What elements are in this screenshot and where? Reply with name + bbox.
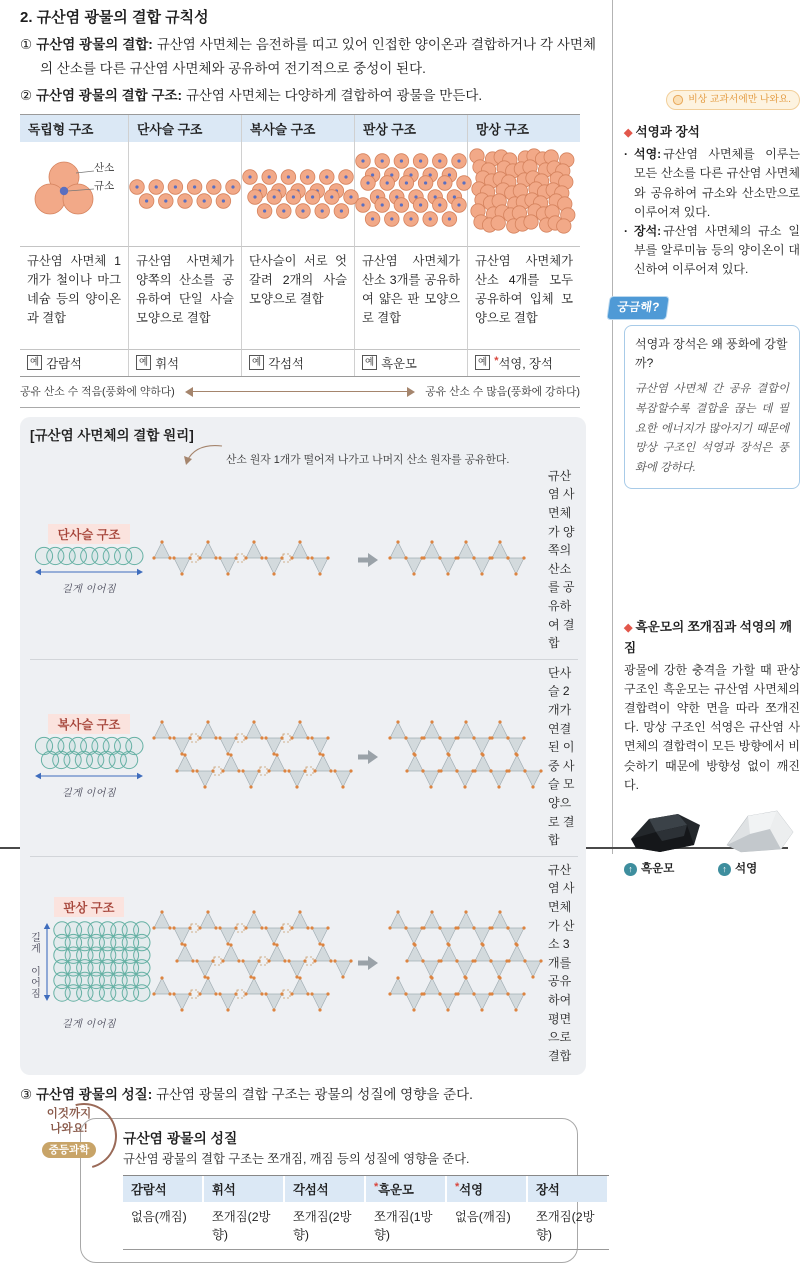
- cleavage-value: 없음(깨짐): [131, 1209, 187, 1224]
- also-appears-badge: 이것까지 나와요! 중등과학: [25, 1107, 113, 1159]
- axis-left-label: 공유 산소 수 적음(풍화에 약하다): [20, 385, 175, 398]
- textbook-icon: [672, 94, 684, 106]
- example-badge: 예: [27, 355, 42, 370]
- example-badge: 예: [249, 355, 264, 370]
- cleavage-value: 쪼개짐(1방향): [374, 1209, 433, 1242]
- example-row: 예 *석영, 장석: [468, 349, 580, 376]
- mineral-header: 각섬석: [285, 1176, 366, 1202]
- mineral-header: *석영: [447, 1176, 528, 1202]
- paragraph-bonding-structure: ② 규산염 광물의 결합 구조: 규산염 사면체는 다양하게 결합하여 광물을 만든다.: [20, 87, 483, 103]
- feldspar-note: · 장석: 규산염 사면체의 규소 일부를 알루미늄 등의 양이온이 대신하여 이루어져 있다.: [624, 224, 800, 277]
- tetrahedra-after-icon: [388, 721, 540, 793]
- length-label-vertical: 길게 이어짐: [28, 932, 40, 1000]
- double-chain-rings-icon: [33, 736, 145, 782]
- tetrahedra-before-icon: [152, 911, 350, 1015]
- biotite-photo: ↑ 흑운모: [624, 805, 706, 878]
- column-header: 단사슬 구조: [129, 115, 242, 142]
- structure-tag: 단사슬 구조: [48, 524, 131, 544]
- shared-oxygen-axis: [20, 377, 580, 408]
- double-chain-icon: [242, 151, 354, 237]
- network-structure-icon: [468, 148, 580, 240]
- mineral-header: *흑운모: [366, 1176, 447, 1202]
- properties-title: 규산염 광물의 성질: [123, 1130, 238, 1146]
- tetrahedra-before-icon: [152, 541, 350, 579]
- cleavage-table: [123, 1175, 609, 1250]
- cleavage-value: 쪼개짐(2방향): [536, 1209, 595, 1242]
- sheet-structure-diagram: [355, 142, 468, 246]
- biotite-image: [624, 805, 706, 857]
- structure-table: [20, 114, 580, 377]
- sheet-rings-icon: [42, 919, 152, 1013]
- principle-row-double-chain: [30, 659, 578, 856]
- example-row: 예 감람석: [20, 349, 129, 376]
- example-badge: 예: [362, 355, 377, 370]
- principle-desc: 규산염 사면체가 산소 3개를 공유하여 평면으로 결합: [548, 862, 575, 1063]
- quartz-image: [718, 805, 800, 857]
- paragraph-properties: ③ 규산염 광물의 성질: 규산염 광물의 결합 구조는 광물의 성질에 영향을 준다.: [20, 1087, 473, 1103]
- star-icon: *: [494, 354, 499, 367]
- cleavage-value: 쪼개짐(2방향): [293, 1209, 352, 1242]
- example-row: 예 흑운모: [355, 349, 468, 376]
- structure-desc: 규산염 사면체가 산소 3개를 공유하여 얇은 판 모양으로 결합: [355, 246, 468, 349]
- mineral-header: 감람석: [123, 1176, 204, 1202]
- structure-desc: 단사슬이 서로 엇갈려 2개의 사슬 모양으로 결합: [242, 246, 355, 349]
- principle-row-single-chain: [30, 467, 578, 659]
- axis-right-label: 공유 산소 수 많음(풍화에 강하다): [425, 385, 580, 398]
- diamond-icon: ◆: [624, 621, 633, 634]
- textbook-only-pill: 비상 교과서에만 나와요.: [666, 90, 800, 110]
- mineral-header: 휘석: [204, 1176, 285, 1202]
- principle-box-title: [규산염 사면체의 결합 원리]: [30, 427, 194, 443]
- star-icon: *: [455, 1180, 460, 1193]
- column-header: 망상 구조: [468, 115, 580, 142]
- principle-desc: 단사슬 2개가 연결된 이중 사슬 모양으로 결합: [548, 665, 575, 848]
- example-badge: 예: [136, 355, 151, 370]
- chain-rings-icon: [33, 546, 145, 578]
- mineral-properties-box: [46, 1107, 595, 1263]
- up-arrow-icon: ↑: [718, 863, 731, 876]
- cleavage-section: [624, 617, 800, 878]
- example-row: 예 휘석: [129, 349, 242, 376]
- structure-desc: 규산염 사면체 1개가 철이나 마그네슘 등의 양이온과 결합: [20, 246, 129, 349]
- mineral-header: 장석: [528, 1176, 609, 1202]
- page-title: 2. 규산염 광물의 결합 규칙성: [20, 9, 209, 26]
- cleavage-value: 없음(깨짐): [455, 1209, 511, 1224]
- column-header: 복사슬 구조: [242, 115, 355, 142]
- structure-desc: 규산염 사면체가 산소 4개를 모두 공유하여 입체 모양으로 결합: [468, 246, 580, 349]
- curious-question: 석영과 장석은 왜 풍화에 강할까?: [635, 336, 788, 370]
- transform-arrow-icon: [356, 954, 380, 972]
- length-label: 길게 이어짐: [61, 788, 117, 800]
- up-arrow-icon: ↑: [624, 863, 637, 876]
- middle-school-tag: 중등과학: [42, 1142, 97, 1158]
- column-divider: [612, 0, 613, 854]
- sidebar-column: [616, 90, 800, 878]
- single-chain-diagram: [129, 142, 242, 246]
- oxygen-label: 산소: [94, 161, 115, 174]
- network-structure-diagram: [468, 142, 580, 246]
- tetrahedra-before-icon: [152, 721, 350, 793]
- oxygen-share-annotation: 산소 원자 1개가 떨어져 나가고 나머지 산소 원자를 공유한다.: [180, 441, 578, 467]
- structure-desc: 규산염 사면체가 양쪽의 산소를 공유하여 단일 사슬 모양으로 결합: [129, 246, 242, 349]
- transform-arrow-icon: [356, 551, 380, 569]
- cleavage-title: ◆ 흑운모의 쪼개짐과 석영의 깨짐: [624, 619, 792, 655]
- star-icon: *: [374, 1180, 379, 1193]
- main-column: [20, 6, 596, 1263]
- tetrahedra-after-icon: [388, 541, 540, 579]
- curious-box: [624, 325, 800, 489]
- column-header: 독립형 구조: [20, 115, 129, 142]
- quartz-feldspar-title: ◆ 석영과 장석: [624, 124, 700, 139]
- curious-answer: 규산염 사면체 간 공유 결합이 복잡할수록 결합을 끊는 데 필요한 에너지가 많아지기 때문에 망상 구조인 석영과 장석은 풍화에 강하다.: [635, 383, 789, 475]
- quartz-note: · 석영: 규산염 사면체를 이루는 모든 산소를 다른 규산염 사면체와 공유하여 규소와 산소만으로 이루어져 있다.: [624, 147, 800, 219]
- tetrahedra-after-icon: [388, 911, 540, 1015]
- principle-row-sheet: [30, 856, 578, 1072]
- sheet-structure-icon: [355, 148, 467, 240]
- independent-structure-diagram: [20, 142, 129, 246]
- example-row: 예 각섬석: [242, 349, 355, 376]
- length-label: 길게 이어짐: [61, 584, 117, 596]
- principle-desc: 규산염 사면체가 양쪽의 산소를 공유하여 결합: [548, 468, 575, 651]
- curious-badge: 궁금해?: [606, 296, 670, 320]
- properties-subtitle: 규산염 광물의 결합 구조는 쪼개짐, 깨짐 등의 성질에 영향을 준다.: [123, 1151, 470, 1166]
- structure-tag: 복사슬 구조: [48, 714, 131, 734]
- curved-arrow-icon: [180, 441, 224, 467]
- bonding-principle-box: [20, 417, 586, 1075]
- example-badge: 예: [475, 355, 490, 370]
- quartz-photo: ↑ 석영: [718, 805, 800, 878]
- transform-arrow-icon: [356, 748, 380, 766]
- paragraph-bonding: ① 규산염 광물의 결합: 규산염 사면체는 음전하를 띠고 있어 인접한 양이온과 결합하거나 각 사면체의 산소를 다른 규산염 사면체와 공유하여 전기적으로 중성이 된다.: [20, 37, 596, 77]
- single-chain-icon: [129, 151, 241, 237]
- length-label: 길게 이어짐: [61, 1018, 117, 1030]
- double-arrow-icon: [187, 391, 413, 393]
- diamond-icon: ◆: [624, 126, 633, 139]
- cleavage-value: 쪼개짐(2방향): [212, 1209, 271, 1242]
- double-chain-diagram: [242, 142, 355, 246]
- structure-tag: 판상 구조: [54, 897, 125, 917]
- silicon-label: 규소: [94, 179, 115, 192]
- cleavage-text: 광물에 강한 충격을 가할 때 판상 구조인 흑운모는 규산염 사면체의 결합력이 약한 면을 따라 쪼개진다. 망상 구조인 석영은 규산염 사면체의 결합력이 모든 방향에서 비슷하기 때문에 방향성 없이 깨진다.: [624, 662, 800, 792]
- column-header: 판상 구조: [355, 115, 468, 142]
